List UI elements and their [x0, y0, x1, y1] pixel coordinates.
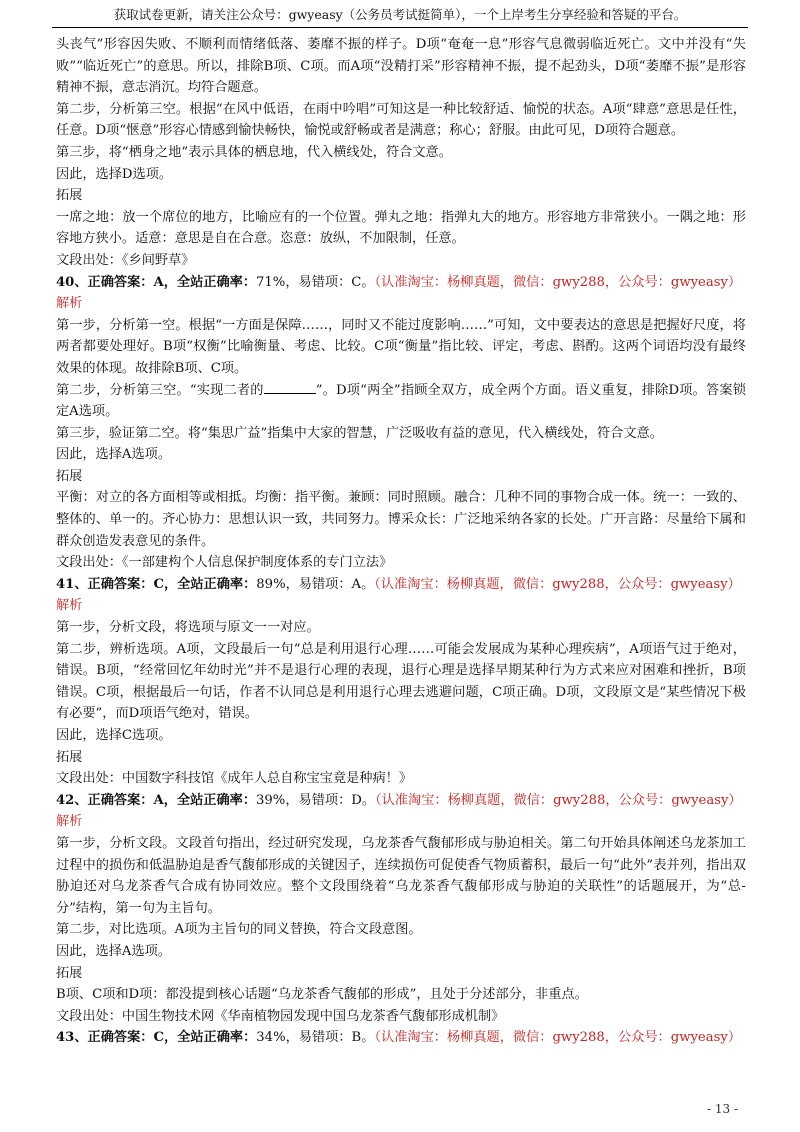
section-heading-extension: 拓展 — [56, 749, 83, 765]
source-line: 文段出处：《一部建构个人信息保护制度体系的专门立法》 — [56, 555, 393, 571]
section-heading-extension: 拓展 — [56, 188, 83, 204]
paragraph: 第三步，将“栖身之地”表示具体的栖息地，代入横线处，符合文意。 — [56, 144, 452, 160]
paragraph: 第一步，分析文段，将选项与原文一一对应。 — [56, 620, 320, 636]
paragraph: 因此，选择A选项。 — [56, 447, 172, 463]
source-line: 文段出处：《乡间野草》 — [56, 252, 195, 268]
paragraph: 第一步，分析第一空。根据“一方面是保障……，同时又不能过度影响……”可知，文中要表达的意思是把握好尺度，将两者都要处理好。B项“权衡”比喻衡量、考虑、比较。C项“衡量”指比较、评定，考虑、斟酌。这两个词语均没有最终效果的体现。故排除B项、C项。 — [56, 317, 746, 376]
paragraph: 平衡：对立的各方面相等或相抵。均衡：指平衡。兼顾：同时照顾。融合：几种不同的事物合成一体。统一：一致的、整体的、单一的。齐心协力：思想认识一致，共同努力。博采众长：广泛地采纳各家的长处。广开言路：尽量给下属和群众创造发表意见的条件。 — [56, 490, 746, 549]
paragraph: 因此，选择C选项。 — [56, 728, 172, 743]
section-heading-extension: 拓展 — [56, 965, 83, 981]
promo-text: （认准淘宝：杨柳真题，微信：gwy288，公众号：gwyeasy） — [374, 576, 741, 592]
page-header — [0, 0, 800, 30]
paragraph: 第二步，分析第三空。根据“在风中低语，在雨中吟唱”可知这是一种比较舒适、愉悦的状态。A项“肆意”意思是任性，任意。D项“惬意”形容心情感到愉快畅快，愉悦或舒畅或者是满意；称心；舒服。由此可见，D项符合题意。 — [56, 101, 746, 139]
fill-in-blank — [264, 380, 316, 394]
analysis-heading: 解析 — [56, 598, 83, 614]
paragraph: B项、C项和D项：都没提到核心话题“乌龙茶香气馥郁的形成”，且处于分述部分，非重点。 — [56, 987, 588, 1003]
paragraph: 第二步，辨析选项。A项，文段最后一句“总是利用退行心理……可能会发展成为某种心理疾病”，A项语气过于绝对，错误。B项，“经常回忆年幼时光”并不是退行心理的表现，退行心理是选择早期某种行为方式来应对困难和挫折，B项错误。C项，根据最后一句话，作者不认同总是利用退行心理去逃避问题，C项正确。D项，文段原文是“某些情况下极有必要”，而D项语气绝对，错误。 — [56, 641, 746, 722]
paragraph: 第二步，对比选项。A项为主旨句的同义替换，符合文段意图。 — [56, 922, 422, 938]
page-number: - 13 - — [706, 1102, 738, 1116]
source-line: 文段出处：中国生物技术网《华南植物园发现中国乌龙茶香气馥郁形成机制》 — [56, 1008, 505, 1024]
promo-text: （认准淘宝：杨柳真题，微信：gwy288，公众号：gwyeasy） — [374, 1030, 742, 1046]
paragraph: 因此，选择D选项。 — [56, 166, 173, 182]
paragraph: 第一步，分析文段。文段首句指出，经过研究发现，乌龙茶香气馥郁形成与胁迫相关。第二句开始具体阐述乌龙茶加工过程中的损伤和低温胁迫是香气馥郁形成的关键因子，连续损伤可促使香气物质蓄积，最后一句“此外”表并列，指出双胁迫还对乌龙茶香气合成有协同效应。整个文段围绕着“乌龙茶香气馥郁形成与胁迫的关联性”的话题展开，为“总-分”结构，第一句为主旨句。 — [56, 835, 746, 916]
promo-text: （认准淘宝：杨柳真题，微信：gwy288，公众号：gwyeasy） — [374, 274, 742, 290]
answer-line-43: 43、正确答案：C，全站正确率：34%，易错项：B。（认准淘宝：杨柳真题，微信：gwy288，公众号：gwyeasy） — [56, 1030, 742, 1046]
answer-line-41: 41、正确答案：C，全站正确率：89%，易错项：A。（认准淘宝：杨柳真题，微信：gwy288，公众号：gwyeasy） — [56, 576, 741, 592]
analysis-heading: 解析 — [56, 814, 83, 830]
paragraph: 一席之地：放一个席位的地方，比喻应有的一个位置。弹丸之地：指弹丸大的地方。形容地方非常狭小。一隅之地：形容地方狭小。适意：意思是自在合意。恣意：放纵，不加限制，任意。 — [56, 209, 746, 247]
paragraph-with-blank: 第二步，分析第三空。“实现二者的 ”。D项“两全”指顾全双方，成全两个方面。语义重复，排除D项。答案锁定A选项。 — [56, 380, 746, 423]
section-heading-extension: 拓展 — [56, 468, 83, 484]
promo-text: （认准淘宝：杨柳真题，微信：gwy288，公众号：gwyeasy） — [375, 792, 742, 808]
header-divider — [52, 27, 748, 28]
answer-line-40: 40、正确答案：A，全站正确率：71%，易错项：C。（认准淘宝：杨柳真题，微信：gwy288，公众号：gwyeasy） — [56, 274, 742, 290]
document-body — [56, 34, 746, 1049]
answer-line-42: 42、正确答案：A，全站正确率：39%，易错项：D。（认准淘宝：杨柳真题，微信：gwy288，公众号：gwyeasy） — [56, 792, 742, 808]
paragraph: 因此，选择A选项。 — [56, 943, 172, 959]
analysis-heading: 解析 — [56, 296, 83, 312]
header-notice: 获取试卷更新，请关注公众号：gwyeasy（公务员考试挺简单），一个上岸考生分享经验和答疑的平台。 — [113, 7, 687, 22]
source-line: 文段出处：中国数字科技馆《成年人总自称宝宝竟是种病！》 — [56, 771, 413, 787]
paragraph: 第三步，验证第二空。将“集思广益”指集中大家的智慧，广泛吸收有益的意见，代入横线处，符合文意。 — [56, 425, 663, 441]
paragraph: 头丧气”形容因失败、不顺利而情绪低落、萎靡不振的样子。D项“奄奄一息”形容气息微弱临近死亡。文中并没有“失败”“临近死亡”的意思。所以，排除B项、C项。而A项“没精打采”形容精神不振，提不起劲头，D项“萎靡不振”是形容精神不振，意志消沉。均符合题意。 — [56, 37, 746, 96]
